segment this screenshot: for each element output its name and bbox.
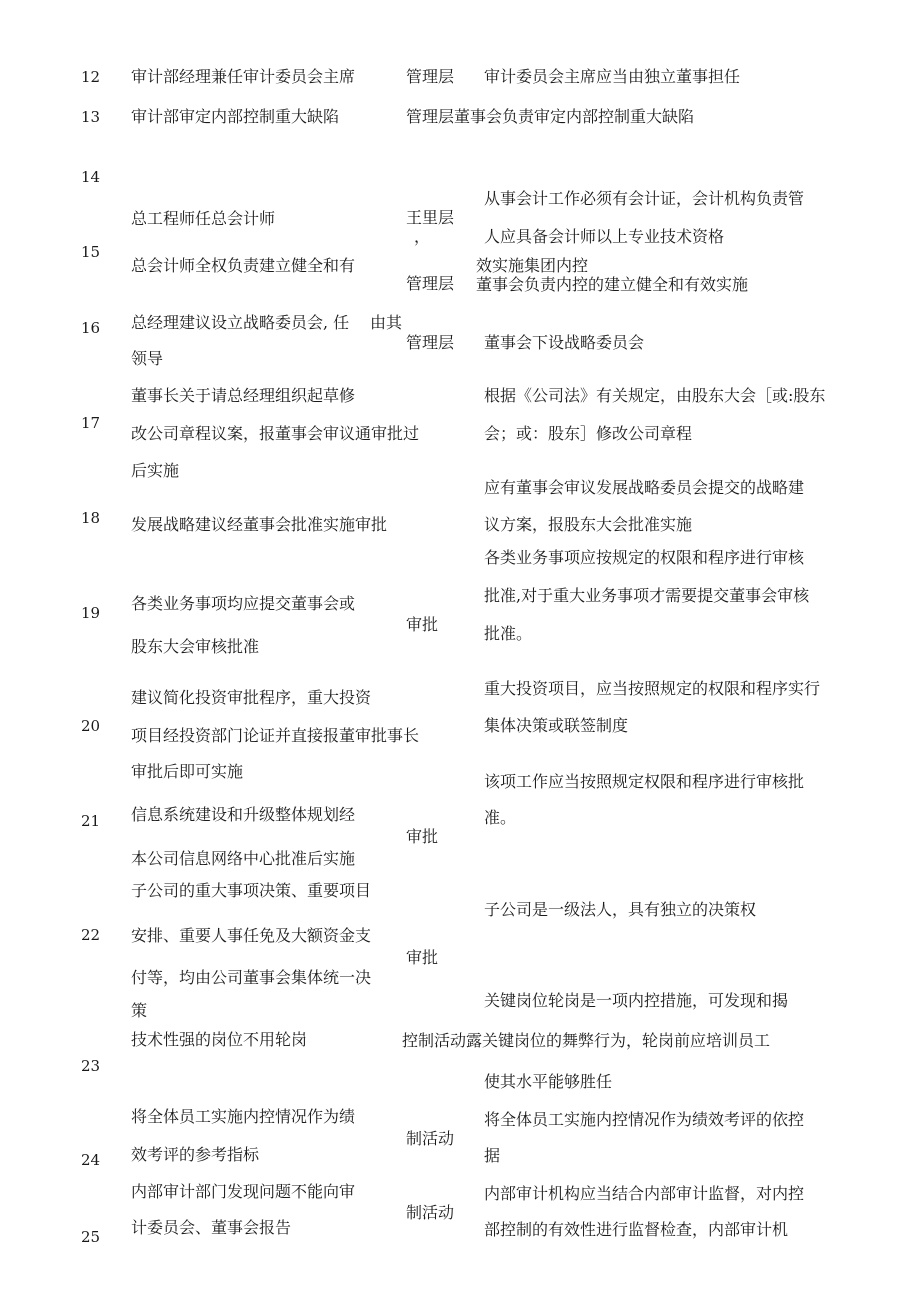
row-number: 14 — [81, 168, 101, 186]
row-number: 13 — [81, 108, 101, 126]
correction-text: 议方案，报股东大会批准实施 — [484, 515, 693, 534]
category-correction-text: 管理层董事会负责审定内部控制重大缺陷 — [406, 107, 695, 126]
correction-text: 据 — [484, 1146, 501, 1165]
category-text: ， — [414, 227, 431, 246]
correction-text: 会；或：股东］修改公司章程 — [484, 424, 693, 443]
issue-text: 发展战略建议经董事会批准实施审批 — [131, 515, 388, 534]
row-number: 19 — [81, 604, 101, 622]
correction-text: 批准。 — [484, 624, 533, 643]
category-text: 制活动 — [406, 1203, 455, 1222]
correction-text: 集体决策或联签制度 — [484, 716, 629, 735]
correction-text: 将全体员工实施内控情况作为绩效考评的依控 — [484, 1110, 805, 1129]
issue-text: 领导 — [131, 349, 164, 368]
issue-text: 改公司章程议案，报董事会审议通审批过 — [131, 424, 420, 443]
correction-text: 各类业务事项应按规定的权限和程序进行审核 — [484, 548, 805, 567]
correction-text: 董事会下设战略委员会 — [484, 333, 645, 352]
correction-text: 批准,对于重大业务事项才需要提交董事会审核 — [484, 586, 810, 605]
issue-text: 总会计师全权负责建立健全和有 — [131, 256, 356, 275]
correction-text: 内部审计机构应当结合内部审计监督，对内控 — [484, 1184, 805, 1203]
row-number: 21 — [81, 812, 101, 830]
row-number: 17 — [81, 414, 101, 432]
category-correction-text: 控制活动露关键岗位的舞弊行为，轮岗前应培训员工 — [402, 1031, 771, 1050]
category-text: 制活动 — [406, 1129, 455, 1148]
row-number: 16 — [81, 319, 101, 337]
row-number: 24 — [81, 1151, 101, 1169]
issue-text: 信息系统建设和升级整体规划经 — [131, 805, 356, 824]
issue-text: 建议简化投资审批程序，重大投资 — [131, 688, 372, 707]
issue-text: 技术性强的岗位不用轮岗 — [131, 1030, 308, 1049]
row-number: 12 — [81, 68, 101, 86]
category-text: 审批 — [406, 948, 439, 967]
category-text: 审批 — [406, 615, 439, 634]
issue-text: 安排、重要人事任免及大额资金支 — [131, 926, 372, 945]
row-number: 22 — [81, 926, 101, 944]
category-text: 管理层 — [406, 67, 455, 86]
issue-text: 各类业务事项均应提交董事会或 — [131, 594, 356, 613]
issue-text: 总工程师任总会计师 — [131, 209, 276, 228]
row-number: 18 — [81, 509, 101, 527]
correction-text: 审计委员会主席应当由独立董事担任 — [484, 67, 741, 86]
row-number: 25 — [81, 1228, 101, 1246]
issue-text: 由其 — [370, 313, 403, 332]
issue-text: 后实施 — [131, 461, 180, 480]
correction-text: 该项工作应当按照规定权限和程序进行审核批 — [484, 772, 805, 791]
issue-text: 项目经投资部门论证并直接报董审批事长 — [131, 726, 420, 745]
issue-text: 董事长关于请总经理组织起草修 — [131, 386, 356, 405]
issue-text: 总经理建议设立战略委员会, 任 — [131, 313, 350, 332]
category-text: 管理层 — [406, 274, 455, 293]
correction-text: 使其水平能够胜任 — [484, 1072, 613, 1091]
correction-text: 关键岗位轮岗是一项内控措施，可发现和揭 — [484, 991, 789, 1010]
row-number: 23 — [81, 1057, 101, 1075]
correction-text: 部控制的有效性进行监督检查，内部审计机 — [484, 1220, 789, 1239]
issue-text: 审计部经理兼任审计委员会主席 — [131, 67, 356, 86]
issue-text: 计委员会、董事会报告 — [131, 1218, 292, 1237]
issue-text: 审批后即可实施 — [131, 762, 244, 781]
issue-text: 审计部审定内部控制重大缺陷 — [131, 107, 340, 126]
correction-text: 重大投资项目，应当按照规定的权限和程序实行 — [484, 679, 821, 698]
category-text: 管理层 — [406, 333, 455, 352]
issue-text: 效考评的参考指标 — [131, 1145, 260, 1164]
correction-text: 应有董事会审议发展战略委员会提交的战略建 — [484, 478, 805, 497]
correction-text: 根据《公司法》有关规定，由股东大会［或:股东 — [484, 386, 826, 405]
row-number: 20 — [81, 717, 101, 735]
issue-text: 股东大会审核批准 — [131, 637, 260, 656]
issue-text: 策 — [131, 1001, 148, 1020]
correction-text: 效实施集团内控 — [476, 256, 589, 275]
correction-text: 董事会负责内控的建立健全和有效实施 — [476, 275, 749, 294]
category-text: 王里层 — [406, 208, 455, 227]
correction-text: 准。 — [484, 808, 517, 827]
issue-text: 内部审计部门发现问题不能向审 — [131, 1182, 356, 1201]
row-number: 15 — [81, 243, 101, 261]
issue-text: 子公司的重大事项决策、重要项目 — [131, 881, 372, 900]
category-text: 审批 — [406, 827, 439, 846]
issue-text: 付等，均由公司董事会集体统一决 — [131, 968, 372, 987]
correction-text: 从事会计工作必须有会计证，会计机构负责管 — [484, 189, 805, 208]
issue-text: 本公司信息网络中心批准后实施 — [131, 849, 356, 868]
correction-text: 人应具备会计师以上专业技术资格 — [484, 227, 725, 246]
issue-text: 将全体员工实施内控情况作为绩 — [131, 1107, 356, 1126]
correction-text: 子公司是一级法人，具有独立的决策权 — [484, 900, 757, 919]
